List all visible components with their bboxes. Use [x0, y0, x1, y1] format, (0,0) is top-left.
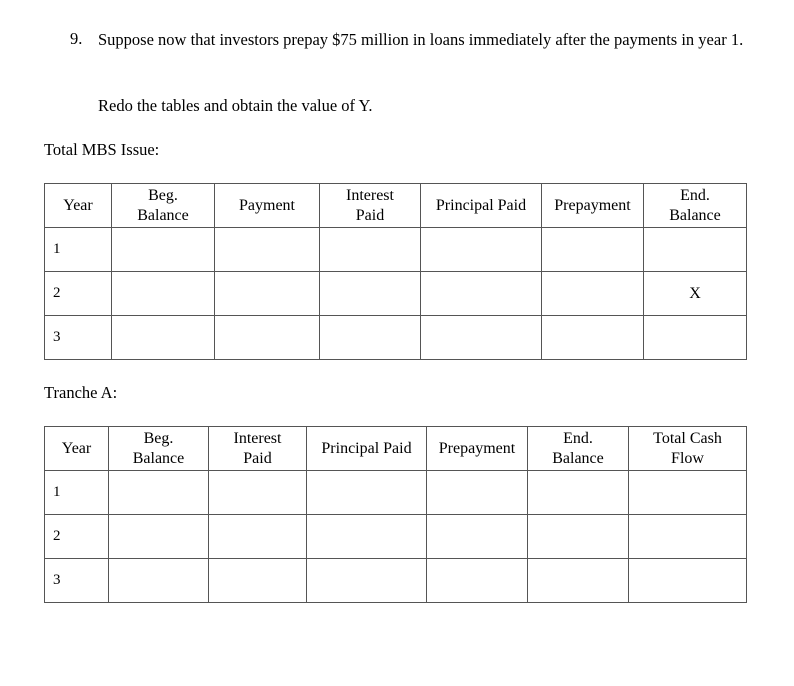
tranche-cell — [307, 559, 427, 603]
tranche-cell — [109, 471, 209, 515]
tranche-cell — [528, 515, 629, 559]
tranche-cell — [427, 515, 528, 559]
question-text: Suppose now that investors prepay $75 million in loans immediately after the payments in year 1. — [98, 30, 744, 49]
table-row — [45, 471, 747, 515]
mbs-cell — [320, 228, 421, 272]
tranche-cell — [109, 559, 209, 603]
mbs-header-end-balance: End. Balance — [644, 184, 747, 228]
tranche-cell — [209, 559, 307, 603]
table-row — [45, 559, 747, 603]
mbs-cell — [421, 228, 542, 272]
tranche-cell — [528, 559, 629, 603]
tranche-cell — [629, 515, 747, 559]
tranche-cell-year: 2 — [45, 515, 109, 559]
mbs-cell-year: 1 — [45, 228, 112, 272]
mbs-cell-year: 2 — [45, 272, 112, 316]
mbs-header-row — [45, 184, 747, 228]
tranche-cell — [209, 471, 307, 515]
mbs-cell — [320, 272, 421, 316]
mbs-cell — [542, 316, 644, 360]
tranche-header-prepayment: Prepayment — [427, 427, 528, 471]
tranche-cell — [629, 559, 747, 603]
tranche-cell — [307, 471, 427, 515]
mbs-cell — [644, 316, 747, 360]
mbs-cell — [542, 228, 644, 272]
mbs-header-interest-paid: Interest Paid — [320, 184, 421, 228]
tranche-cell — [109, 515, 209, 559]
mbs-cell — [215, 228, 320, 272]
table-row — [45, 515, 747, 559]
table-row — [45, 228, 747, 272]
mbs-cell — [644, 228, 747, 272]
tranche-cell — [528, 471, 629, 515]
tranche-header-interest-paid: Interest Paid — [209, 427, 307, 471]
mbs-table — [44, 183, 747, 360]
tranche-section-title: Tranche A: — [44, 383, 118, 402]
mbs-cell — [112, 272, 215, 316]
tranche-header-beg-balance: Beg. Balance — [109, 427, 209, 471]
table-row — [45, 272, 747, 316]
mbs-cell-year: 3 — [45, 316, 112, 360]
question-number: 9. — [70, 29, 83, 48]
tranche-cell-year: 3 — [45, 559, 109, 603]
mbs-cell — [112, 316, 215, 360]
mbs-cell-end-balance-x: X — [644, 272, 747, 316]
tranche-cell — [209, 515, 307, 559]
tranche-header-row — [45, 427, 747, 471]
mbs-cell — [320, 316, 421, 360]
mbs-cell — [421, 272, 542, 316]
mbs-cell — [421, 316, 542, 360]
mbs-cell — [112, 228, 215, 272]
tranche-cell-year: 1 — [45, 471, 109, 515]
tranche-cell — [427, 559, 528, 603]
table-row — [45, 316, 747, 360]
tranche-cell — [629, 471, 747, 515]
tranche-cell — [307, 515, 427, 559]
mbs-cell — [215, 316, 320, 360]
tranche-header-year: Year — [45, 427, 109, 471]
tranche-cell — [427, 471, 528, 515]
mbs-header-prepayment: Prepayment — [542, 184, 644, 228]
mbs-cell — [542, 272, 644, 316]
question-instruction: Redo the tables and obtain the value of Y. — [98, 96, 373, 115]
mbs-header-year: Year — [45, 184, 112, 228]
tranche-a-table — [44, 426, 747, 603]
mbs-cell — [215, 272, 320, 316]
tranche-header-total-cash-flow: Total Cash Flow — [629, 427, 747, 471]
tranche-header-end-balance: End. Balance — [528, 427, 629, 471]
mbs-section-title: Total MBS Issue: — [44, 140, 160, 159]
mbs-header-principal-paid: Principal Paid — [421, 184, 542, 228]
mbs-header-payment: Payment — [215, 184, 320, 228]
mbs-header-beg-balance: Beg. Balance — [112, 184, 215, 228]
tranche-header-principal-paid: Principal Paid — [307, 427, 427, 471]
